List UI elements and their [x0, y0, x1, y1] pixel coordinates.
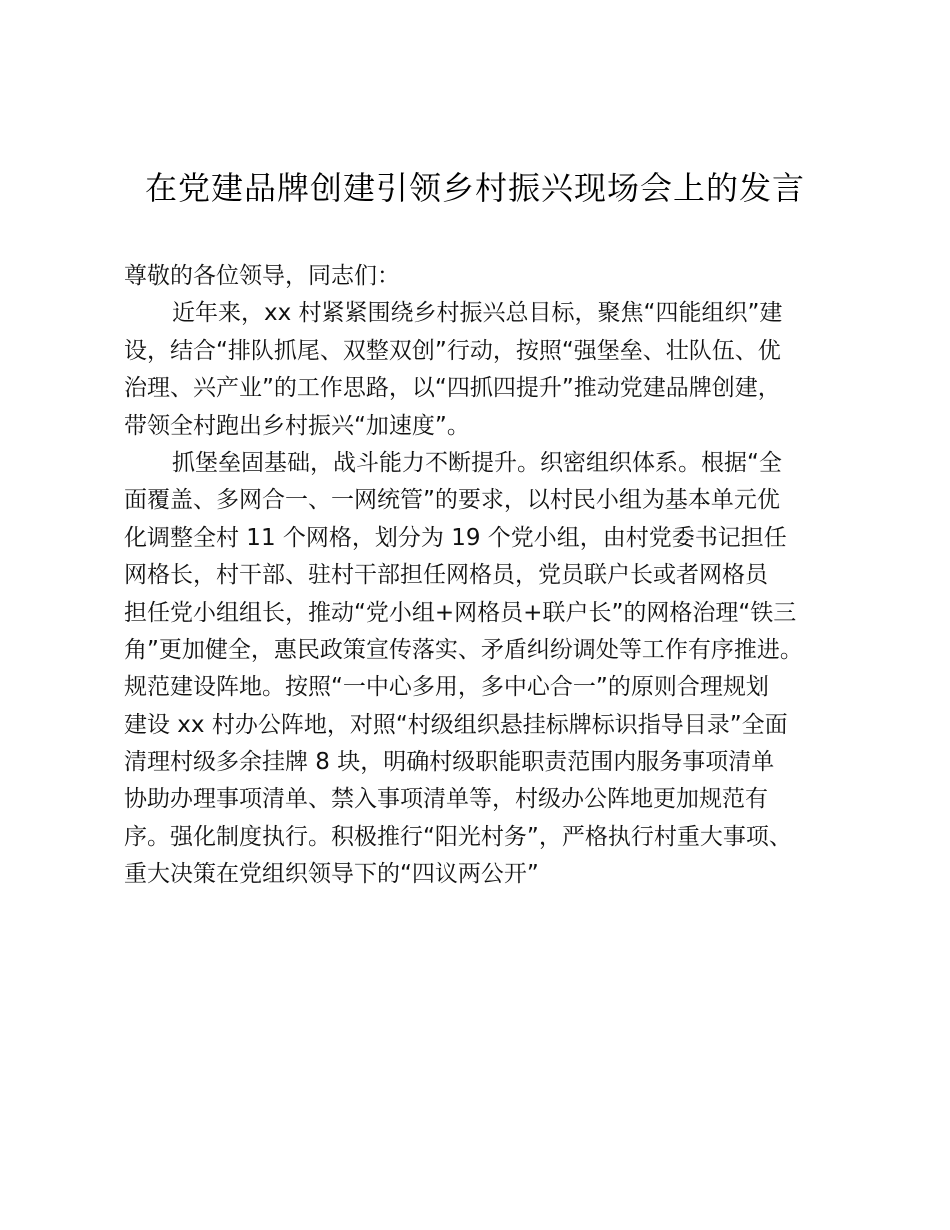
paragraph-line: 抓堡垒固基础，战斗能力不断提升。织密组织体系。根据“全	[172, 449, 782, 476]
paragraph-line: 带领全村跑出乡村振兴“加速度”。	[124, 412, 470, 439]
paragraph-line: 治理、兴产业”的工作思路，以“四抓四提升”推动党建品牌创建，	[124, 375, 781, 402]
paragraph-line: 角”更加健全，惠民政策宣传落实、矛盾纠纷调处等工作有序推进。	[124, 636, 803, 663]
paragraph-line: 清理村级多余挂牌 8 块，明确村级职能职责范围内服务事项清单	[124, 749, 775, 776]
paragraph-line: 近年来，xx 村紧紧围绕乡村振兴总目标，聚焦“四能组织”建	[172, 300, 783, 327]
document-title: 在党建品牌创建引领乡村振兴现场会上的发言	[144, 169, 805, 207]
paragraph-line: 化调整全村 11 个网格，划分为 19 个党小组，由村党委书记担任	[124, 524, 787, 551]
paragraph-line: 序。强化制度执行。积极推行“阳光村务”，严格执行村重大事项、	[124, 823, 792, 850]
paragraph-line: 设，结合“排队抓尾、双整双创”行动，按照“强堡垒、壮队伍、优	[124, 337, 781, 364]
paragraph-line: 规范建设阵地。按照“一中心多用，多中心合一”的原则合理规划	[124, 674, 769, 701]
document-body	[124, 258, 864, 894]
paragraph-line: 建设 xx 村办公阵地，对照“村级组织悬挂标牌标识指导目录”全面	[124, 711, 788, 738]
paragraph-line: 面覆盖、多网合一、一网统管”的要求，以村民小组为基本单元优	[124, 487, 780, 514]
salutation-line: 尊敬的各位领导，同志们：	[124, 263, 400, 289]
paragraph-line: 网格长，村干部、驻村干部担任网格员，党员联户长或者网格员	[124, 562, 768, 589]
paragraph-line: 重大决策在党组织领导下的“四议两公开”	[124, 861, 539, 888]
paragraph-line: 担任党小组组长，推动“党小组+网格员+联户长”的网格治理“铁三	[124, 599, 797, 626]
paragraph-line: 协助办理事项清单、禁入事项清单等，村级办公阵地更加规范有	[124, 786, 768, 813]
